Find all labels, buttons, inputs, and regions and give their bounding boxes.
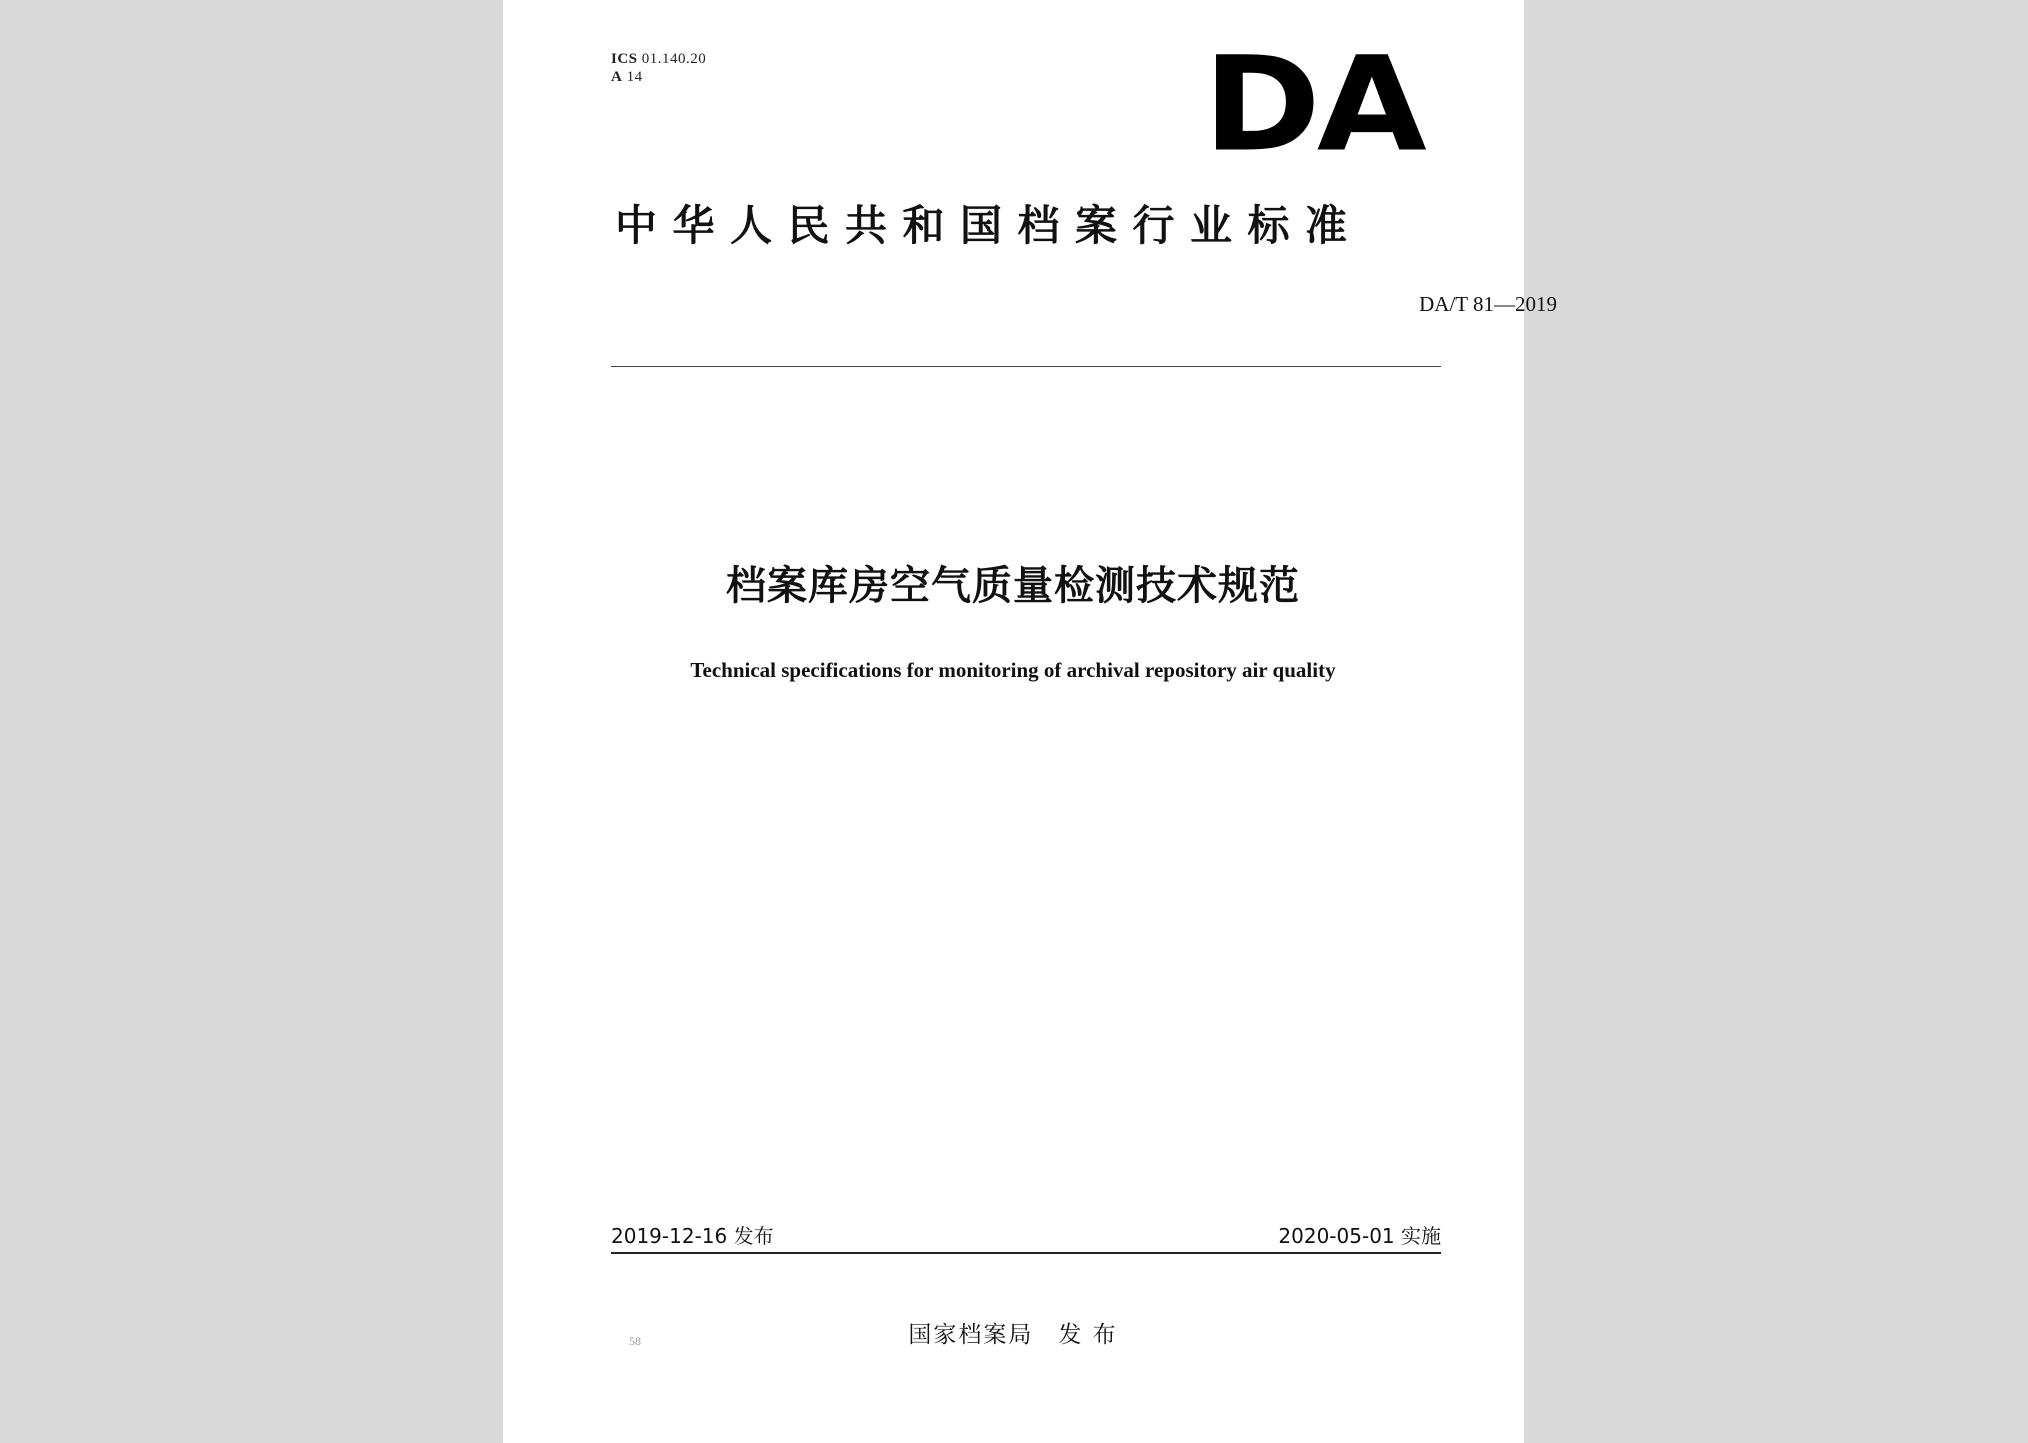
standard-category-title: 中华人民共和国档案行业标准 bbox=[615, 201, 1363, 250]
implementation-date: 2020-05-01 实施 bbox=[1278, 1224, 1441, 1248]
page-number: 58 bbox=[629, 1334, 641, 1348]
footer-divider bbox=[611, 1252, 1441, 1254]
ics-prefix: ICS bbox=[611, 51, 638, 67]
ccs-code: 14 bbox=[626, 69, 643, 85]
ccs-prefix: A bbox=[611, 69, 623, 85]
ics-code-line bbox=[611, 50, 706, 68]
document-title-chinese: 档案库房空气质量检测技术规范 bbox=[726, 563, 1300, 609]
ics-code: 01.140.20 bbox=[641, 51, 707, 67]
document-page bbox=[503, 0, 1557, 1443]
publisher: 国家档案局 发 布 bbox=[908, 1322, 1118, 1348]
classification-codes bbox=[611, 50, 706, 86]
ccs-code-line bbox=[611, 68, 706, 86]
document-title-english: Technical specifications for monitoring of archival repository air quality bbox=[690, 658, 1336, 682]
issue-date: 2019-12-16 发布 bbox=[611, 1224, 774, 1248]
header-divider bbox=[611, 366, 1441, 367]
da-logo: DA bbox=[1203, 28, 1423, 181]
standard-code: DA/T 81—2019 bbox=[1419, 292, 1557, 316]
